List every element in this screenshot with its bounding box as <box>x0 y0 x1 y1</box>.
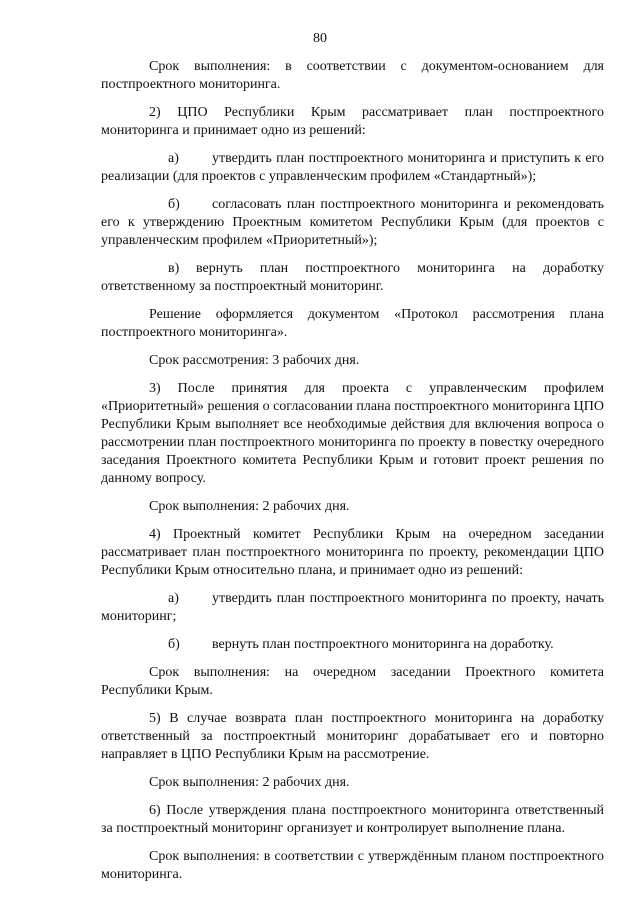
paragraph-deadline: Срок выполнения: в соответствии с документом-основанием для постпроектного мониторинга. <box>101 59 604 92</box>
subitem-2a: а) утвердить план постпроектного мониторинга и приступить к его реализации (для проектов с управленческим профилем «Стандартный»); <box>101 151 604 184</box>
subitem-4a: а) утвердить план постпроектного мониторинга по проекту, начать мониторинг; <box>101 591 604 624</box>
paragraph-deadline: Срок выполнения: на очередном заседании Проектного комитета Республики Крым. <box>101 665 604 698</box>
subitem-2b: б) согласовать план постпроектного мониторинга и рекомендовать его к утверждению Проектным комитетом Республики Крым (для проектов с управленческим профилем «Приоритетный»); <box>101 197 604 248</box>
numbered-item-2: 2) ЦПО Республики Крым рассматривает план постпроектного мониторинга и принимает одно из решений: <box>101 105 604 138</box>
document-body <box>101 58 604 884</box>
paragraph-deadline: Срок выполнения: 2 рабочих дня. <box>149 499 350 514</box>
page-number: 80 <box>313 31 327 46</box>
numbered-item-4: 4) Проектный комитет Республики Крым на очередном заседании рассматривает план постпроектного мониторинга по проекту, рекомендации ЦПО Республики Крым относительно плана, и принимает одно из решений: <box>101 527 605 578</box>
numbered-item-3: 3) После принятия для проекта с управленческим профилем «Приоритетный» решения о согласовании плана постпроектного мониторинга ЦПО Республики Крым выполняет все необходимые действия для включения вопроса о рассмотрении план постпроектного мониторинга по проекту в повестку очередного заседания Проектного комитета Республики Крым и готовит проект решения по данному вопросу. <box>101 381 605 486</box>
subitem-4b: б) вернуть план постпроектного мониторинга на доработку. <box>168 637 554 652</box>
paragraph-deadline: Срок выполнения: в соответствии с утверждённым планом постпроектного мониторинга. <box>101 849 604 882</box>
paragraph-decision: Решение оформляется документом «Протокол рассмотрения плана постпроектного мониторинга». <box>101 307 604 340</box>
paragraph-review-deadline: Срок рассмотрения: 3 рабочих дня. <box>149 353 360 368</box>
subitem-2c: в) вернуть план постпроектного мониторинга на доработку ответственному за постпроектный мониторинг. <box>101 261 604 294</box>
numbered-item-5: 5) В случае возврата план постпроектного мониторинга на доработку ответственный за постпроектный мониторинг дорабатывает его и повторно направляет в ЦПО Республики Крым на рассмотрение. <box>101 711 605 762</box>
numbered-item-6: 6) После утверждения плана постпроектного мониторинга ответственный за постпроектный мониторинг организует и контролирует выполнение плана. <box>101 803 604 836</box>
paragraph-deadline: Срок выполнения: 2 рабочих дня. <box>149 775 350 790</box>
